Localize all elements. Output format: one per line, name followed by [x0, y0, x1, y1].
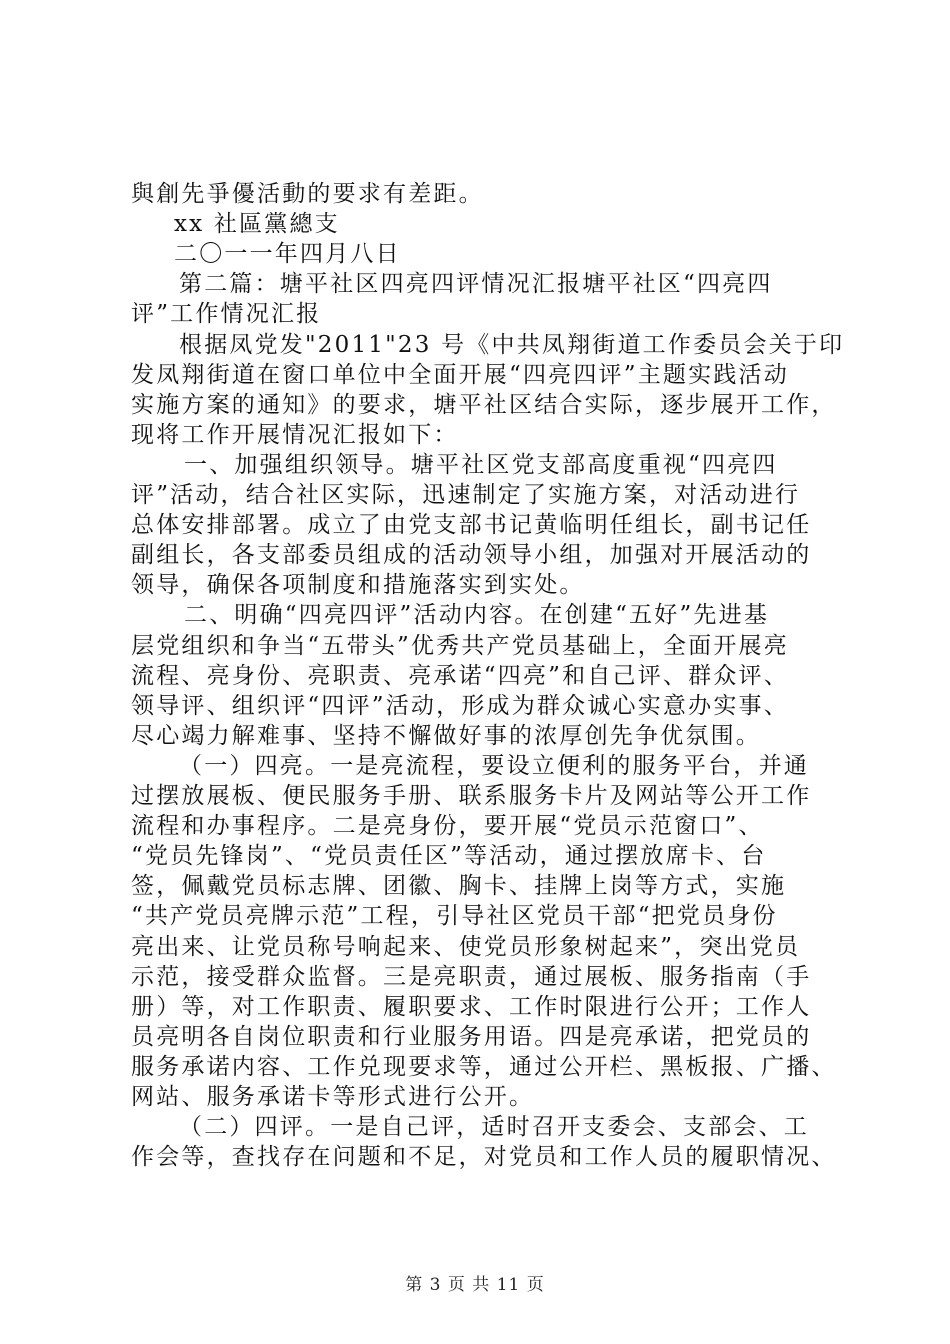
text-line: 网站、服务承诺卡等形式进行公开。 — [131, 1084, 535, 1110]
text-line: 服务承诺内容、工作兑现要求等，通过公开栏、黑板报、广播、 — [131, 1053, 837, 1080]
text-line: 领导，确保各项制度和措施落实到实处。 — [131, 572, 585, 599]
text-line: xx 社區黨總支 — [174, 211, 340, 238]
text-line: 总体安排部署。成立了由党支部书记黄临明任组长，副书记任 — [131, 512, 812, 539]
text-line: 发凤翔街道在窗口单位中全面开展“四亮四评”主题实践活动 — [131, 361, 789, 388]
text-line: 作会等，查找存在问题和不足，对党员和工作人员的履职情况、 — [131, 1144, 837, 1171]
text-line: 根据凤党发"2011"23 号《中共凤翔街道工作委员会关于印 — [179, 331, 845, 358]
text-line: 流程、亮身份、亮职责、亮承诺“四亮”和自己评、群众评、 — [131, 662, 789, 689]
text-line: 领导评、组织评“四评”活动，形成为群众诚心实意办实事、 — [131, 692, 789, 719]
text-line: 示范，接受群众监督。三是亮职责，通过展板、服务指南（手 — [131, 963, 812, 990]
text-line: 评”工作情况汇报 — [131, 301, 322, 328]
text-line: 第二篇：塘平社区四亮四评情况汇报塘平社区“四亮四 — [179, 271, 773, 298]
text-line: 签，佩戴党员标志牌、团徽、胸卡、挂牌上岗等方式，实施 — [131, 873, 787, 900]
text-line: 二、明确“四亮四评”活动内容。在创建“五好”先进基 — [184, 602, 770, 629]
text-line: 册）等，对工作职责、履职要求、工作时限进行公开；工作人 — [131, 993, 812, 1020]
text-line: （二）四评。一是自己评，适时召开支委会、支部会、工 — [179, 1114, 809, 1141]
text-line: 实施方案的通知》的要求，塘平社区结合实际，逐步展开工作， — [131, 391, 837, 418]
text-line: 亮出来、让党员称号响起来、使党员形象树起来”，突出党员 — [131, 933, 801, 960]
text-line: 流程和办事程序。二是亮身份，要开展“党员示范窗口”、 — [131, 813, 764, 840]
text-line: 二〇一一年四月八日 — [174, 241, 401, 268]
text-line: 副组长，各支部委员组成的活动领导小组，加强对开展活动的 — [131, 542, 812, 569]
text-line: 员亮明各自岗位职责和行业服务用语。四是亮承诺，把党员的 — [131, 1023, 812, 1050]
text-line: 层党组织和争当“五带头”优秀共产党员基础上，全面开展亮 — [131, 632, 789, 659]
text-line: 與創先爭優活動的要求有差距。 — [131, 181, 484, 207]
page-footer: 第 3 页 共 11 页 — [405, 1275, 545, 1295]
text-line: （一）四亮。一是亮流程，要设立便利的服务平台，并通 — [179, 752, 809, 779]
text-line: 评”活动，结合社区实际，迅速制定了实施方案，对活动进行 — [131, 482, 801, 508]
text-line: 现将工作开展情况汇报如下： — [131, 421, 459, 448]
text-line: 尽心竭力解难事、坚持不懈做好事的浓厚创先争优氛围。 — [131, 722, 761, 749]
text-line: 过摆放展板、便民服务手册、联系服务卡片及网站等公开工作 — [131, 783, 812, 809]
text-line: 一、加强组织领导。塘平社区党支部高度重视“四亮四 — [184, 451, 778, 478]
text-line: “党员先锋岗”、“党员责任区”等活动，通过摆放席卡、台 — [131, 843, 767, 870]
text-line: “共产党员亮牌示范”工程，引导社区党员干部“把党员身份 — [131, 903, 778, 930]
